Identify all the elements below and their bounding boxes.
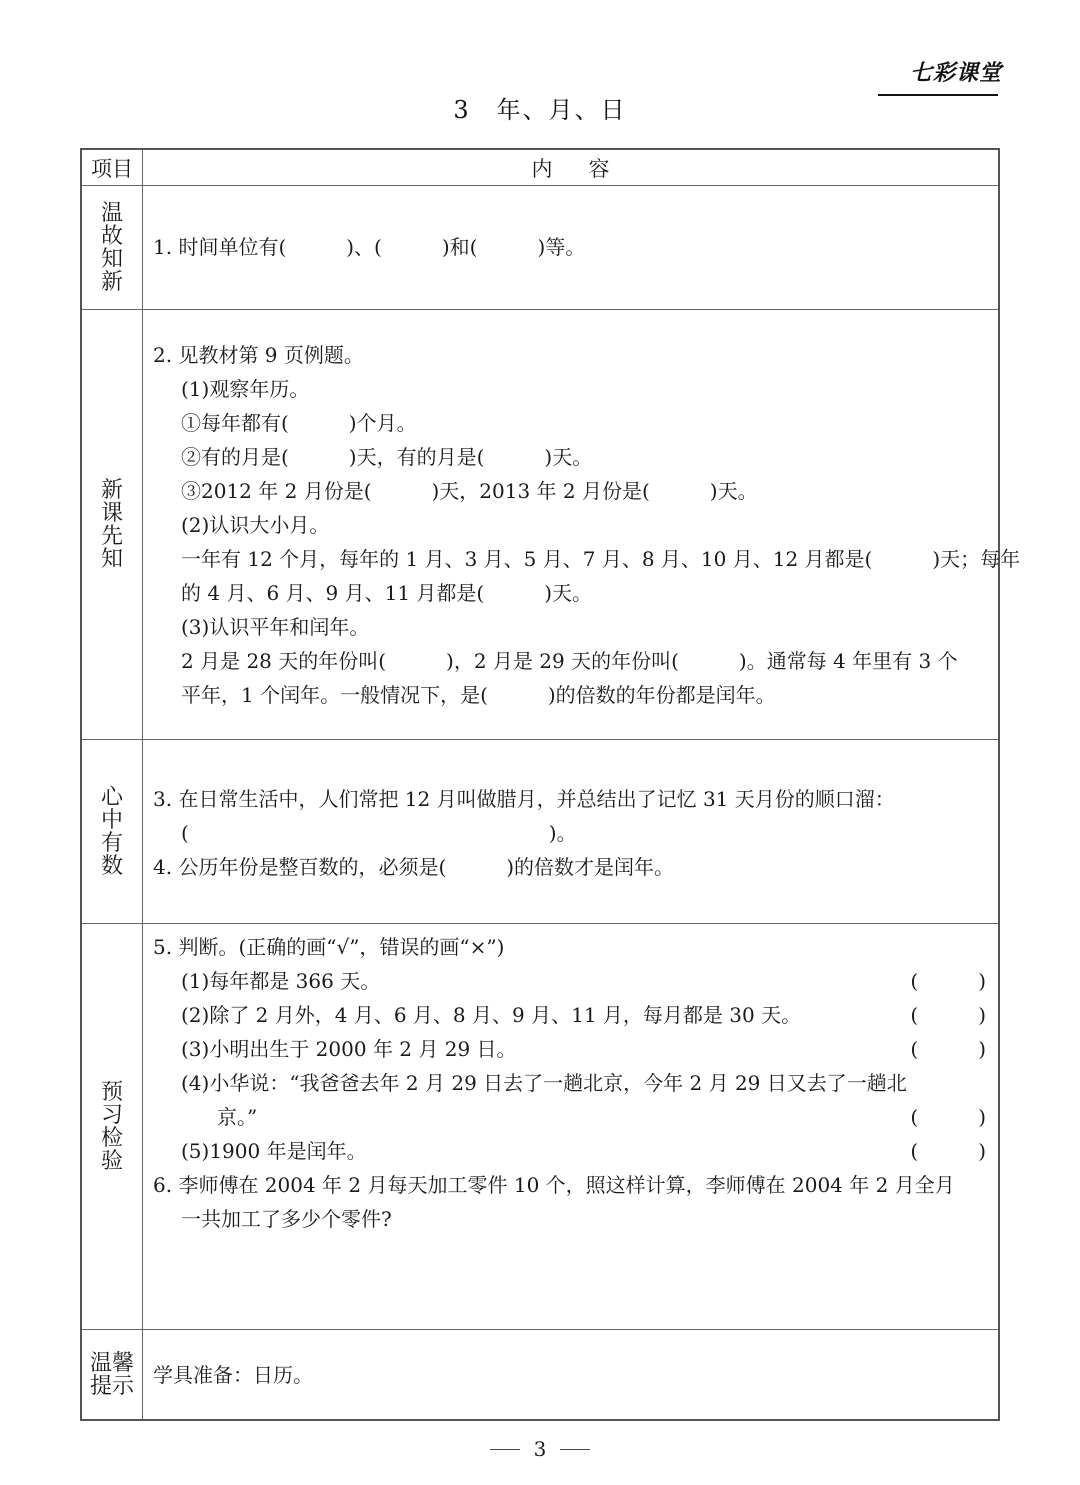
header-content-label: 内容 (531, 156, 646, 181)
judge-item: (1)每年都是 366 天。 (181, 969, 381, 993)
section-check (82, 924, 998, 1330)
question-line: (3)认识平年和闰年。 (181, 615, 370, 639)
question-line: 平年，1 个闰年。一般情况下，是( )的倍数的年份都是闰年。 (181, 683, 776, 707)
page-number: 3 (533, 1437, 547, 1461)
question-line: (2)认识大小月。 (181, 513, 330, 537)
judge-item: (4)小华说：“我爸爸去年 2 月 29 日去了一趟北京，今年 2 月 29 日又去了一趟北 (181, 1071, 907, 1095)
section-preview-label: 新课先知 (100, 477, 123, 572)
judge-item: (3)小明出生于 2000 年 2 月 29 日。 (181, 1037, 517, 1061)
question-line: 一共加工了多少个零件? (181, 1207, 392, 1231)
question-line: 一年有 12 个月，每年的 1 月、3 月、5 月、7 月、8 月、10 月、12 月都是( )天；每年 (181, 547, 1021, 571)
question-line: 6. 李师傅在 2004 年 2 月每天加工零件 10 个，照这样计算，李师傅在 2004 年 2 月全月 (153, 1173, 955, 1197)
header-item-label: 项目 (91, 156, 133, 181)
section-review (82, 186, 998, 310)
question-line: 4. 公历年份是整百数的，必须是( )的倍数才是闰年。 (153, 855, 675, 879)
section-check-content (143, 924, 998, 1329)
section-review-label-cell (82, 186, 143, 309)
judge-answer-blank[interactable]: ( ) (910, 1139, 986, 1163)
judge-answer-blank[interactable]: ( ) (910, 969, 986, 993)
question-line: (1)观察年历。 (181, 377, 310, 401)
judge-answer-blank[interactable]: ( ) (910, 1105, 986, 1129)
section-knowledge-label: 心中有数 (100, 784, 123, 879)
question-line: 1. 时间单位有( )、( )和( )等。 (153, 235, 586, 259)
question-line: ( )。 (181, 821, 577, 845)
page-title: 3 年、月、日 (453, 96, 627, 124)
question-line: 2. 见教材第 9 页例题。 (153, 343, 364, 367)
judge-answer-blank[interactable]: ( ) (910, 1003, 986, 1027)
question-line: ①每年都有( )个月。 (181, 411, 417, 435)
section-knowledge (82, 740, 998, 924)
section-knowledge-label-cell (82, 740, 143, 923)
footer-dash-left (490, 1449, 520, 1450)
question-line: ③2012 年 2 月份是( )天，2013 年 2 月份是( )天。 (181, 479, 758, 503)
section-tips-label: 温馨提示 (89, 1350, 134, 1399)
table-header-row (82, 150, 998, 186)
section-preview-content (143, 310, 1021, 739)
brand-logo-text: 七彩课堂 (909, 61, 1002, 86)
section-tips-content (143, 1330, 998, 1419)
section-check-label-cell (82, 924, 143, 1329)
section-check-label: 预习检验 (100, 1079, 123, 1174)
section-tips-label-cell (82, 1330, 143, 1419)
section-knowledge-content (143, 740, 998, 923)
section-preview-label-cell (82, 310, 143, 739)
question-line: ②有的月是( )天，有的月是( )天。 (181, 445, 593, 469)
judge-answer-blank[interactable]: ( ) (910, 1037, 986, 1061)
question-line: 2 月是 28 天的年份叫( )，2 月是 29 天的年份叫( )。通常每 4 年里有 3 个 (181, 649, 958, 673)
question-line: 5. 判断。(正确的画“√”，错误的画“×”) (153, 935, 505, 959)
section-review-label: 温故知新 (100, 200, 123, 295)
tip-line: 学具准备：日历。 (153, 1363, 313, 1387)
footer-dash-right (560, 1449, 590, 1450)
section-review-content (143, 186, 998, 309)
worksheet-table (80, 148, 1021, 1421)
question-line: 3. 在日常生活中，人们常把 12 月叫做腊月，并总结出了记忆 31 天月份的顺口溜： (153, 787, 895, 811)
question-line: 的 4 月、6 月、9 月、11 月都是( )天。 (181, 581, 593, 605)
judge-item-continued: 京。” (217, 1105, 258, 1129)
section-tips (82, 1330, 998, 1419)
page-footer (0, 1434, 1080, 1464)
section-preview (82, 310, 1021, 740)
header-item-cell (82, 150, 143, 185)
judge-item: (2)除了 2 月外，4 月、6 月、8 月、9 月、11 月，每月都是 30 天。 (181, 1003, 802, 1027)
judge-item: (5)1900 年是闰年。 (181, 1139, 367, 1163)
